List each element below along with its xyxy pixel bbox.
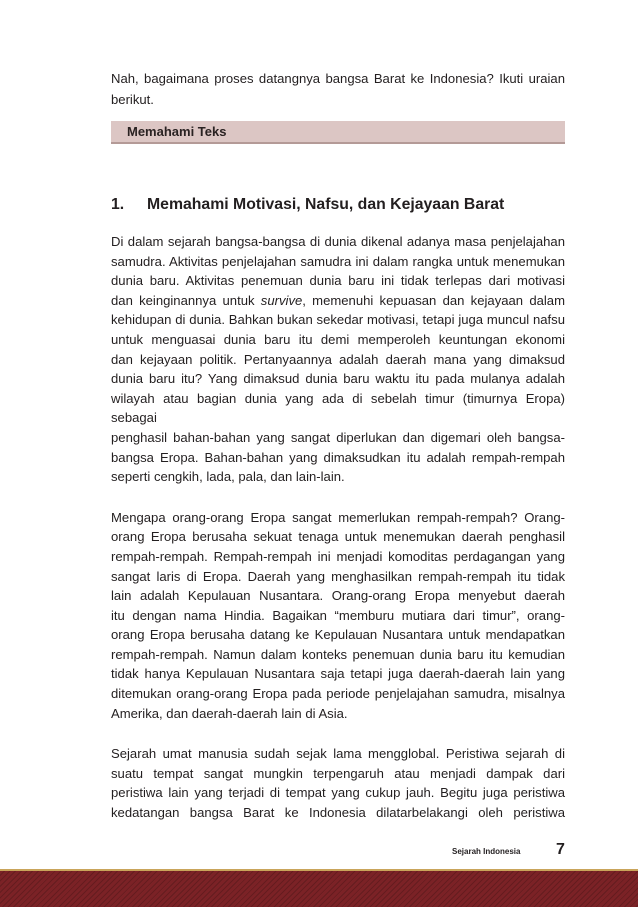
text-line: Sejarah umat manusia sudah sejak lama mengglobal. Peristiwa sejarah di xyxy=(111,746,565,762)
text-line: orang Eropa berusaha sekuat tenaga untuk menemukan daerah penghasil xyxy=(111,529,565,545)
body-text xyxy=(111,232,565,844)
text-line: rempah-rempah. Rempah-rempah ini menjadi komoditas perdagangan yang xyxy=(111,548,565,564)
footer-book-title: Sejarah Indonesia xyxy=(452,847,521,856)
text-line: suatu tempat sangat mungkin terpengaruh atau menjadi dampak dari xyxy=(111,765,565,781)
section-title: Memahami Motivasi, Nafsu, dan Kejayaan Barat xyxy=(147,196,505,213)
page-number: 7 xyxy=(556,841,565,858)
text-line: samudra. Aktivitas penjelajahan samudra ini dalam rangka untuk menemukan xyxy=(111,253,565,269)
section-heading xyxy=(111,195,571,215)
intro-paragraph: Nah, bagaimana proses datangnya bangsa Barat ke Indonesia? Ikuti uraian berikut. xyxy=(111,71,565,107)
paragraph xyxy=(111,232,565,487)
text-line: rempah-rempah. Namun dalam konteks penemuan dunia baru itu kemudian xyxy=(111,646,565,662)
text-line: seperti cengkih, lada, pala, dan lain-lain. xyxy=(111,469,345,485)
banner-label: Memahami Teks xyxy=(127,124,227,139)
section-number: 1. xyxy=(111,196,125,213)
text-line: Mengapa orang-orang Eropa sangat memerlukan rempah-rempah? Orang- xyxy=(111,509,565,525)
text-line: wilayah atau bagian dunia yang ada di sebelah timur (timurnya Eropa) sebagai xyxy=(111,390,565,426)
text-line: peristiwa lain yang terjadi di tempat yang cukup jauh. Begitu juga peristiwa xyxy=(111,785,565,801)
text-line: orang Eropa berusaha datang ke Kepulauan Nusantara untuk mendapatkan xyxy=(111,627,565,643)
text-line: kedatangan bangsa Barat ke Indonesia dilatarbelakangi oleh peristiwa xyxy=(111,805,565,821)
text-line: kehidupan di dunia. Bahkan bukan sekedar motivasi, tetapi juga muncul nafsu xyxy=(111,312,565,328)
text-line: itu dengan nama Hindia. Bagaikan “memburu mutiara dari timur”, orang- xyxy=(111,607,565,623)
text-line: sangat laris di Eropa. Daerah yang menghasilkan rempah-rempah itu tidak xyxy=(111,568,565,584)
text-line: dunia baru itu? Yang dimaksud dunia baru waktu itu pada mulanya adalah xyxy=(111,371,565,387)
text-line: penghasil bahan-bahan yang sangat diperlukan dan digemari oleh bangsa- xyxy=(111,429,565,445)
text-line: dunia baru. Aktivitas penemuan dunia baru ini tidak terlepas dari motivasi xyxy=(111,273,565,289)
section-banner xyxy=(111,121,565,144)
text-line: dan kejayaan politik. Pertanyaannya adalah daerah mana yang dimaksud xyxy=(111,351,565,367)
text-line: tidak hanya Kepulauan Nusantara saja tetapi juga daerah-daerah lain yang xyxy=(111,666,565,682)
footer-band-divider xyxy=(0,869,638,871)
text-line: lain adalah Kepulauan Nusantara. Orang-orang Eropa menyebut daerah xyxy=(111,588,565,604)
decorative-footer-band xyxy=(0,869,638,907)
text-line: bangsa Eropa. Bahan-bahan yang dimaksudkan itu adalah rempah-rempah xyxy=(111,449,565,465)
text-line: dan keinginannya untuk survive, memenuhi kepuasan dan kejayaan dalam xyxy=(111,292,565,308)
paragraph xyxy=(111,744,565,822)
text-line: Amerika, dan daerah-daerah lain di Asia. xyxy=(111,705,348,721)
paragraph xyxy=(111,508,565,724)
text-line: ditemukan orang-orang Eropa pada periode penjelajahan samudra, misalnya xyxy=(111,686,565,702)
text-line: Di dalam sejarah bangsa-bangsa di dunia dikenal adanya masa penjelajahan xyxy=(111,234,565,249)
text-line: untuk menguasai dunia baru itu demi memperoleh keuntungan ekonomi xyxy=(111,331,565,347)
